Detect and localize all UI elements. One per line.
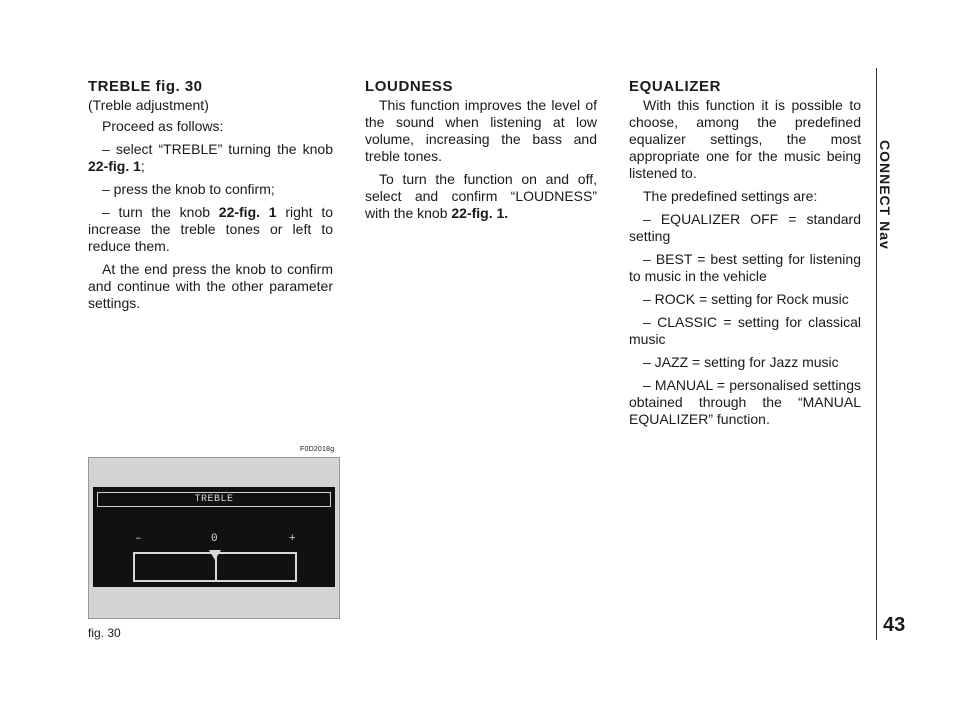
column-equalizer (629, 78, 861, 434)
treble-step-select-ref: 22-fig. 1 (88, 158, 141, 174)
loudness-description: This function improves the level of the sound when listening at low volume, increasing the bass and treble tones. (365, 97, 597, 164)
treble-heading-text: TREBLE fig. 30 (88, 78, 203, 95)
display-minus-label: – (135, 533, 142, 545)
page-number: 43 (883, 614, 906, 636)
column-loudness (365, 78, 597, 228)
treble-step-finish: At the end press the knob to confirm and continue with the other parameter settings. (88, 261, 333, 311)
column-treble (88, 78, 333, 318)
equalizer-settings-intro: The predefined settings are: (643, 188, 818, 204)
sidebar-section-title: CONNECT Nav (877, 140, 893, 250)
equalizer-item-best: – BEST = best setting for listening to music in the vehicle (629, 251, 861, 284)
display-title: TREBLE (97, 492, 331, 507)
figure-code: F0D2018g (300, 446, 335, 453)
loudness-toggle-text: To turn the function on and off, select and confirm “LOUDNESS” with the knob (365, 171, 597, 221)
equalizer-heading: EQUALIZER (629, 78, 722, 95)
loudness-toggle-ref: 22-fig. 1. (451, 205, 509, 221)
display-screen (93, 487, 335, 587)
equalizer-item-jazz: – JAZZ = setting for Jazz music (643, 354, 839, 370)
treble-step-confirm: – press the knob to confirm; (102, 181, 275, 197)
treble-step-turn-end: right to increase the treble tones or left to reduce them. (88, 204, 333, 254)
treble-step-turn (88, 204, 333, 255)
equalizer-description: With this function it is possible to choose, among the predefined equalizer settings, the most appropriate one for the music being listened to. (629, 97, 861, 181)
treble-step-select (88, 141, 333, 175)
equalizer-item-manual: – MANUAL = personalised settings obtained through the “MANUAL EQUALIZER” function. (629, 377, 861, 427)
equalizer-item-classic: – CLASSIC = setting for classical music (629, 314, 861, 347)
figure-caption: fig. 30 (88, 626, 121, 640)
level-bar (133, 552, 297, 582)
equalizer-item-off: – EQUALIZER OFF = standard setting (629, 211, 861, 244)
treble-subheading: (Treble adjustment) (88, 97, 209, 113)
figure-treble-display (88, 457, 340, 619)
treble-step-turn-text: – turn the knob (102, 204, 219, 220)
loudness-heading: LOUDNESS (365, 78, 454, 95)
treble-step-select-end: ; (140, 158, 145, 174)
display-zero-label: 0 (211, 533, 218, 545)
treble-step-turn-ref: 22-fig. 1 (218, 204, 277, 220)
level-bar-center (215, 554, 217, 580)
treble-step-intro: Proceed as follows: (102, 118, 224, 134)
treble-step-select-text: – select “TREBLE” turning the knob (102, 141, 333, 157)
display-plus-label: + (289, 533, 296, 545)
equalizer-item-rock: – ROCK = setting for Rock music (643, 291, 849, 307)
loudness-toggle (365, 171, 597, 222)
treble-heading (88, 78, 333, 95)
